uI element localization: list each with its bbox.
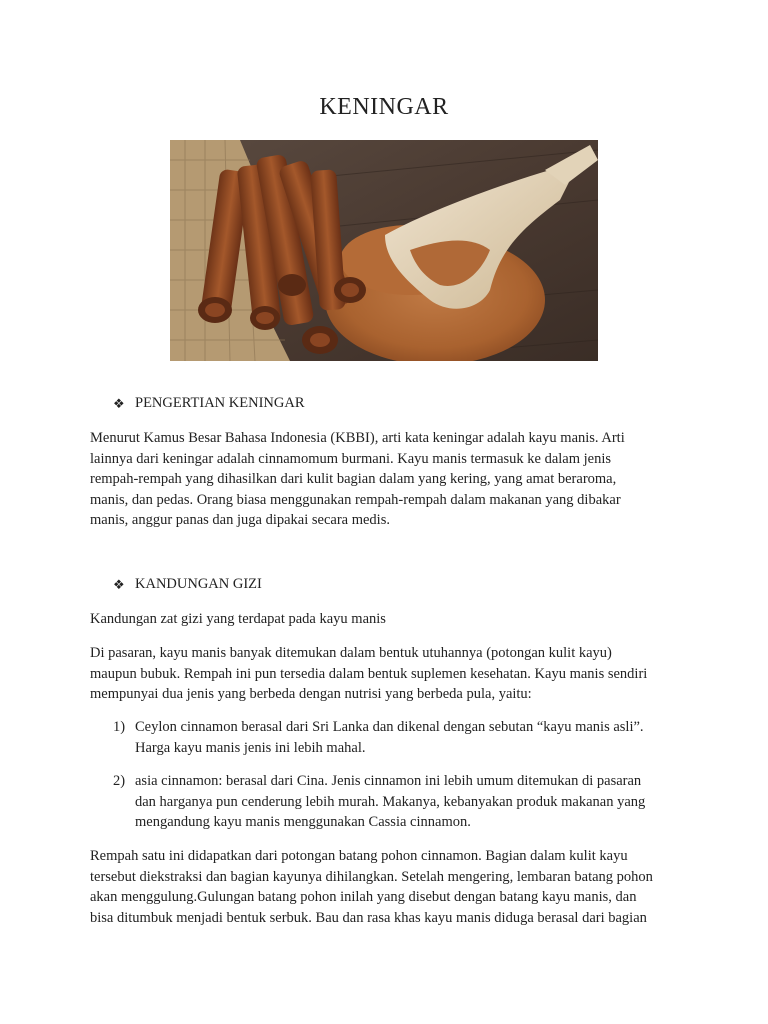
diamond-bullet-icon: ❖ xyxy=(113,576,125,592)
text-line: Menurut Kamus Besar Bahasa Indonesia (KBBI), arti kata keningar adalah kayu manis. Arti xyxy=(90,430,625,446)
diamond-bullet-icon: ❖ xyxy=(113,395,125,411)
list-number: 1) xyxy=(113,719,126,735)
paragraph-pengertian xyxy=(90,428,680,531)
text-line: bisa ditumbuk menjadi bentuk serbuk. Bau dan rasa khas kayu manis diduga berasal dari bagian xyxy=(90,909,647,926)
text-line: mengandung kayu manis menggunakan Cassia cinnamon. xyxy=(135,814,471,830)
text-line: Harga kayu manis jenis ini lebih mahal. xyxy=(135,739,366,756)
text-line: maupun bubuk. Rempah ini pun tersedia dalam bentuk suplemen kesehatan. Kayu manis sendiri xyxy=(90,665,648,682)
section-heading-text: KANDUNGAN GIZI xyxy=(135,576,262,592)
section-heading-pengertian xyxy=(113,395,305,412)
list-item-1 xyxy=(113,717,683,758)
paragraph-intro xyxy=(90,609,680,630)
text-line: lainnya dari keningar adalah cinnamomum burmani. Kayu manis termasuk ke dalam jenis xyxy=(90,450,612,467)
text-line: Kandungan zat gizi yang terdapat pada kayu manis xyxy=(90,611,386,627)
text-line: rempah-rempah yang dihasilkan dari kulit bagian dalam yang kering, yang amat beraroma, xyxy=(90,471,617,487)
text-line: manis, anggur panas dan juga dipakai secara medis. xyxy=(90,512,390,528)
cinnamon-photo xyxy=(170,140,598,361)
paragraph-pasaran xyxy=(90,643,680,705)
list-number: 2) xyxy=(113,773,126,789)
text-line: mempunyai dua jenis yang berbeda dengan nutrisi yang berbeda pula, yaitu: xyxy=(90,686,532,702)
text-line: dan harganya pun cenderung lebih murah. Makanya, kebanyakan produk makanan yang xyxy=(135,793,646,810)
text-line: Di pasaran, kayu manis banyak ditemukan dalam bentuk utuhannya (potongan kulit kayu) xyxy=(90,645,612,661)
text-line: asia cinnamon: berasal dari Cina. Jenis cinnamon ini lebih umum ditemukan di pasaran xyxy=(135,773,642,789)
list-item-2 xyxy=(113,771,683,833)
text-line: manis, dan pedas. Orang biasa menggunakan rempah-rempah dalam makanan yang dibakar xyxy=(90,491,621,508)
paragraph-closing xyxy=(90,846,680,928)
text-line: Ceylon cinnamon berasal dari Sri Lanka dan dikenal dengan sebutan “kayu manis asli”. xyxy=(135,719,644,735)
text-line: Rempah satu ini didapatkan dari potongan batang pohon cinnamon. Bagian dalam kulit kayu xyxy=(90,848,628,864)
text-line: akan menggulung.Gulungan batang pohon inilah yang disebut dengan batang kayu manis, dan xyxy=(90,889,637,905)
page-title: KENINGAR xyxy=(319,94,449,120)
text-line: tersebut diekstraksi dan bagian kayunya dihilangkan. Setelah mengering, lembaran batang pohon xyxy=(90,868,653,885)
section-heading-text: PENGERTIAN KENINGAR xyxy=(135,395,305,411)
section-heading-kandungan xyxy=(113,576,262,593)
